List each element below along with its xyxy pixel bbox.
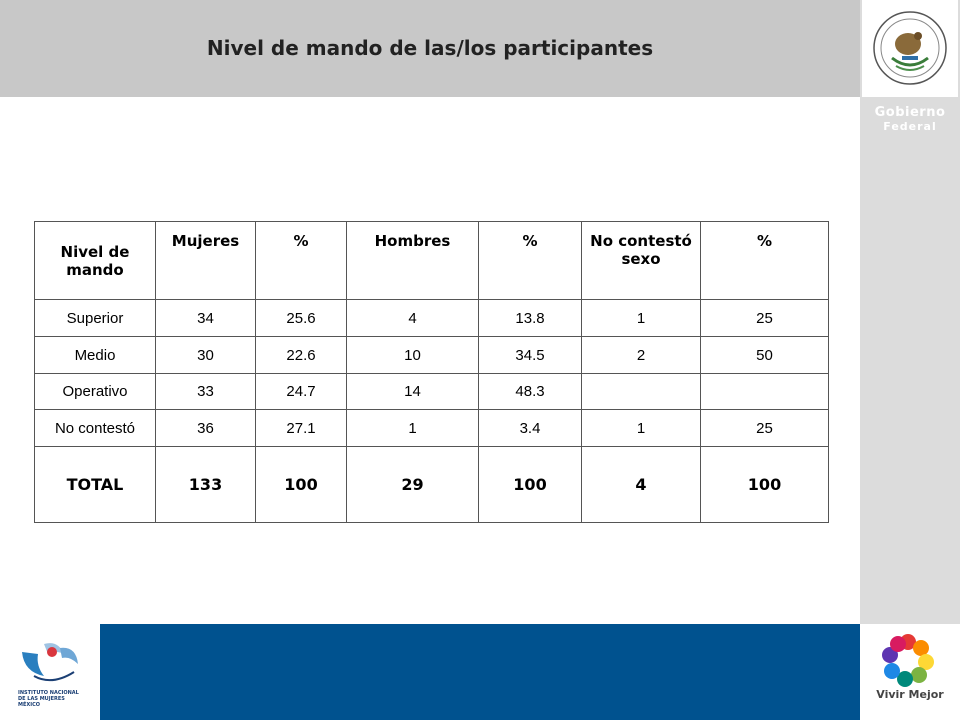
table-cell: 3.4 bbox=[479, 410, 582, 447]
footer-blue-bar bbox=[100, 624, 860, 720]
gob-line2: Federal bbox=[883, 120, 937, 133]
table-header-row bbox=[35, 222, 829, 300]
table-cell: 36 bbox=[156, 410, 256, 447]
table-cell: 34 bbox=[156, 300, 256, 337]
header-cell: Mujeres bbox=[156, 222, 256, 300]
header-cell: Nivel de mando bbox=[35, 222, 156, 300]
seal-box bbox=[862, 0, 958, 97]
table-cell: 50 bbox=[701, 337, 829, 374]
header-cell: % bbox=[256, 222, 347, 300]
table-cell: No contestó bbox=[35, 410, 156, 447]
header-cell: % bbox=[701, 222, 829, 300]
table-cell: 27.1 bbox=[256, 410, 347, 447]
total-cell: 100 bbox=[479, 447, 582, 523]
header-cell: Hombres bbox=[347, 222, 479, 300]
table-cell: 22.6 bbox=[256, 337, 347, 374]
table-cell: 48.3 bbox=[479, 374, 582, 410]
vivir-mejor-logo bbox=[860, 624, 960, 720]
header-cell: No contestó sexo bbox=[582, 222, 701, 300]
table-cell: 25.6 bbox=[256, 300, 347, 337]
table-cell: Medio bbox=[35, 337, 156, 374]
inmujeres-logo-icon bbox=[14, 630, 90, 690]
table-cell: 1 bbox=[347, 410, 479, 447]
table-cell: 25 bbox=[701, 300, 829, 337]
table-cell: 1 bbox=[582, 300, 701, 337]
table-cell: 13.8 bbox=[479, 300, 582, 337]
table-row bbox=[35, 300, 829, 337]
total-cell: TOTAL bbox=[35, 447, 156, 523]
table-cell bbox=[582, 374, 701, 410]
total-row bbox=[35, 447, 829, 523]
table-cell bbox=[701, 374, 829, 410]
table-cell: 4 bbox=[347, 300, 479, 337]
table-cell: 10 bbox=[347, 337, 479, 374]
total-cell: 133 bbox=[156, 447, 256, 523]
table-cell: 14 bbox=[347, 374, 479, 410]
header-cell: % bbox=[479, 222, 582, 300]
vivir-mejor-label: Vivir Mejor bbox=[876, 688, 944, 701]
table-cell: 33 bbox=[156, 374, 256, 410]
inmujeres-text: INSTITUTO NACIONAL DE LAS MUJERES MÉXICO bbox=[18, 690, 79, 708]
table-cell: 1 bbox=[582, 410, 701, 447]
table-cell: Superior bbox=[35, 300, 156, 337]
table-cell: 30 bbox=[156, 337, 256, 374]
table-cell: 34.5 bbox=[479, 337, 582, 374]
total-cell: 100 bbox=[701, 447, 829, 523]
table-row bbox=[35, 337, 829, 374]
gob-line1: Gobierno bbox=[874, 105, 946, 120]
vivir-mejor-flower-icon bbox=[860, 624, 960, 688]
table-row bbox=[35, 374, 829, 410]
total-cell: 100 bbox=[256, 447, 347, 523]
table-cell: 2 bbox=[582, 337, 701, 374]
data-table bbox=[34, 221, 829, 523]
gobierno-federal-logo bbox=[860, 106, 960, 134]
national-seal-logo bbox=[862, 0, 958, 97]
table-row bbox=[35, 410, 829, 447]
table-cell: 25 bbox=[701, 410, 829, 447]
total-cell: 4 bbox=[582, 447, 701, 523]
table-cell: 24.7 bbox=[256, 374, 347, 410]
total-cell: 29 bbox=[347, 447, 479, 523]
table-cell: Operativo bbox=[35, 374, 156, 410]
page-title: Nivel de mando de las/los participantes bbox=[206, 36, 654, 60]
inmujeres-logo bbox=[14, 630, 90, 710]
